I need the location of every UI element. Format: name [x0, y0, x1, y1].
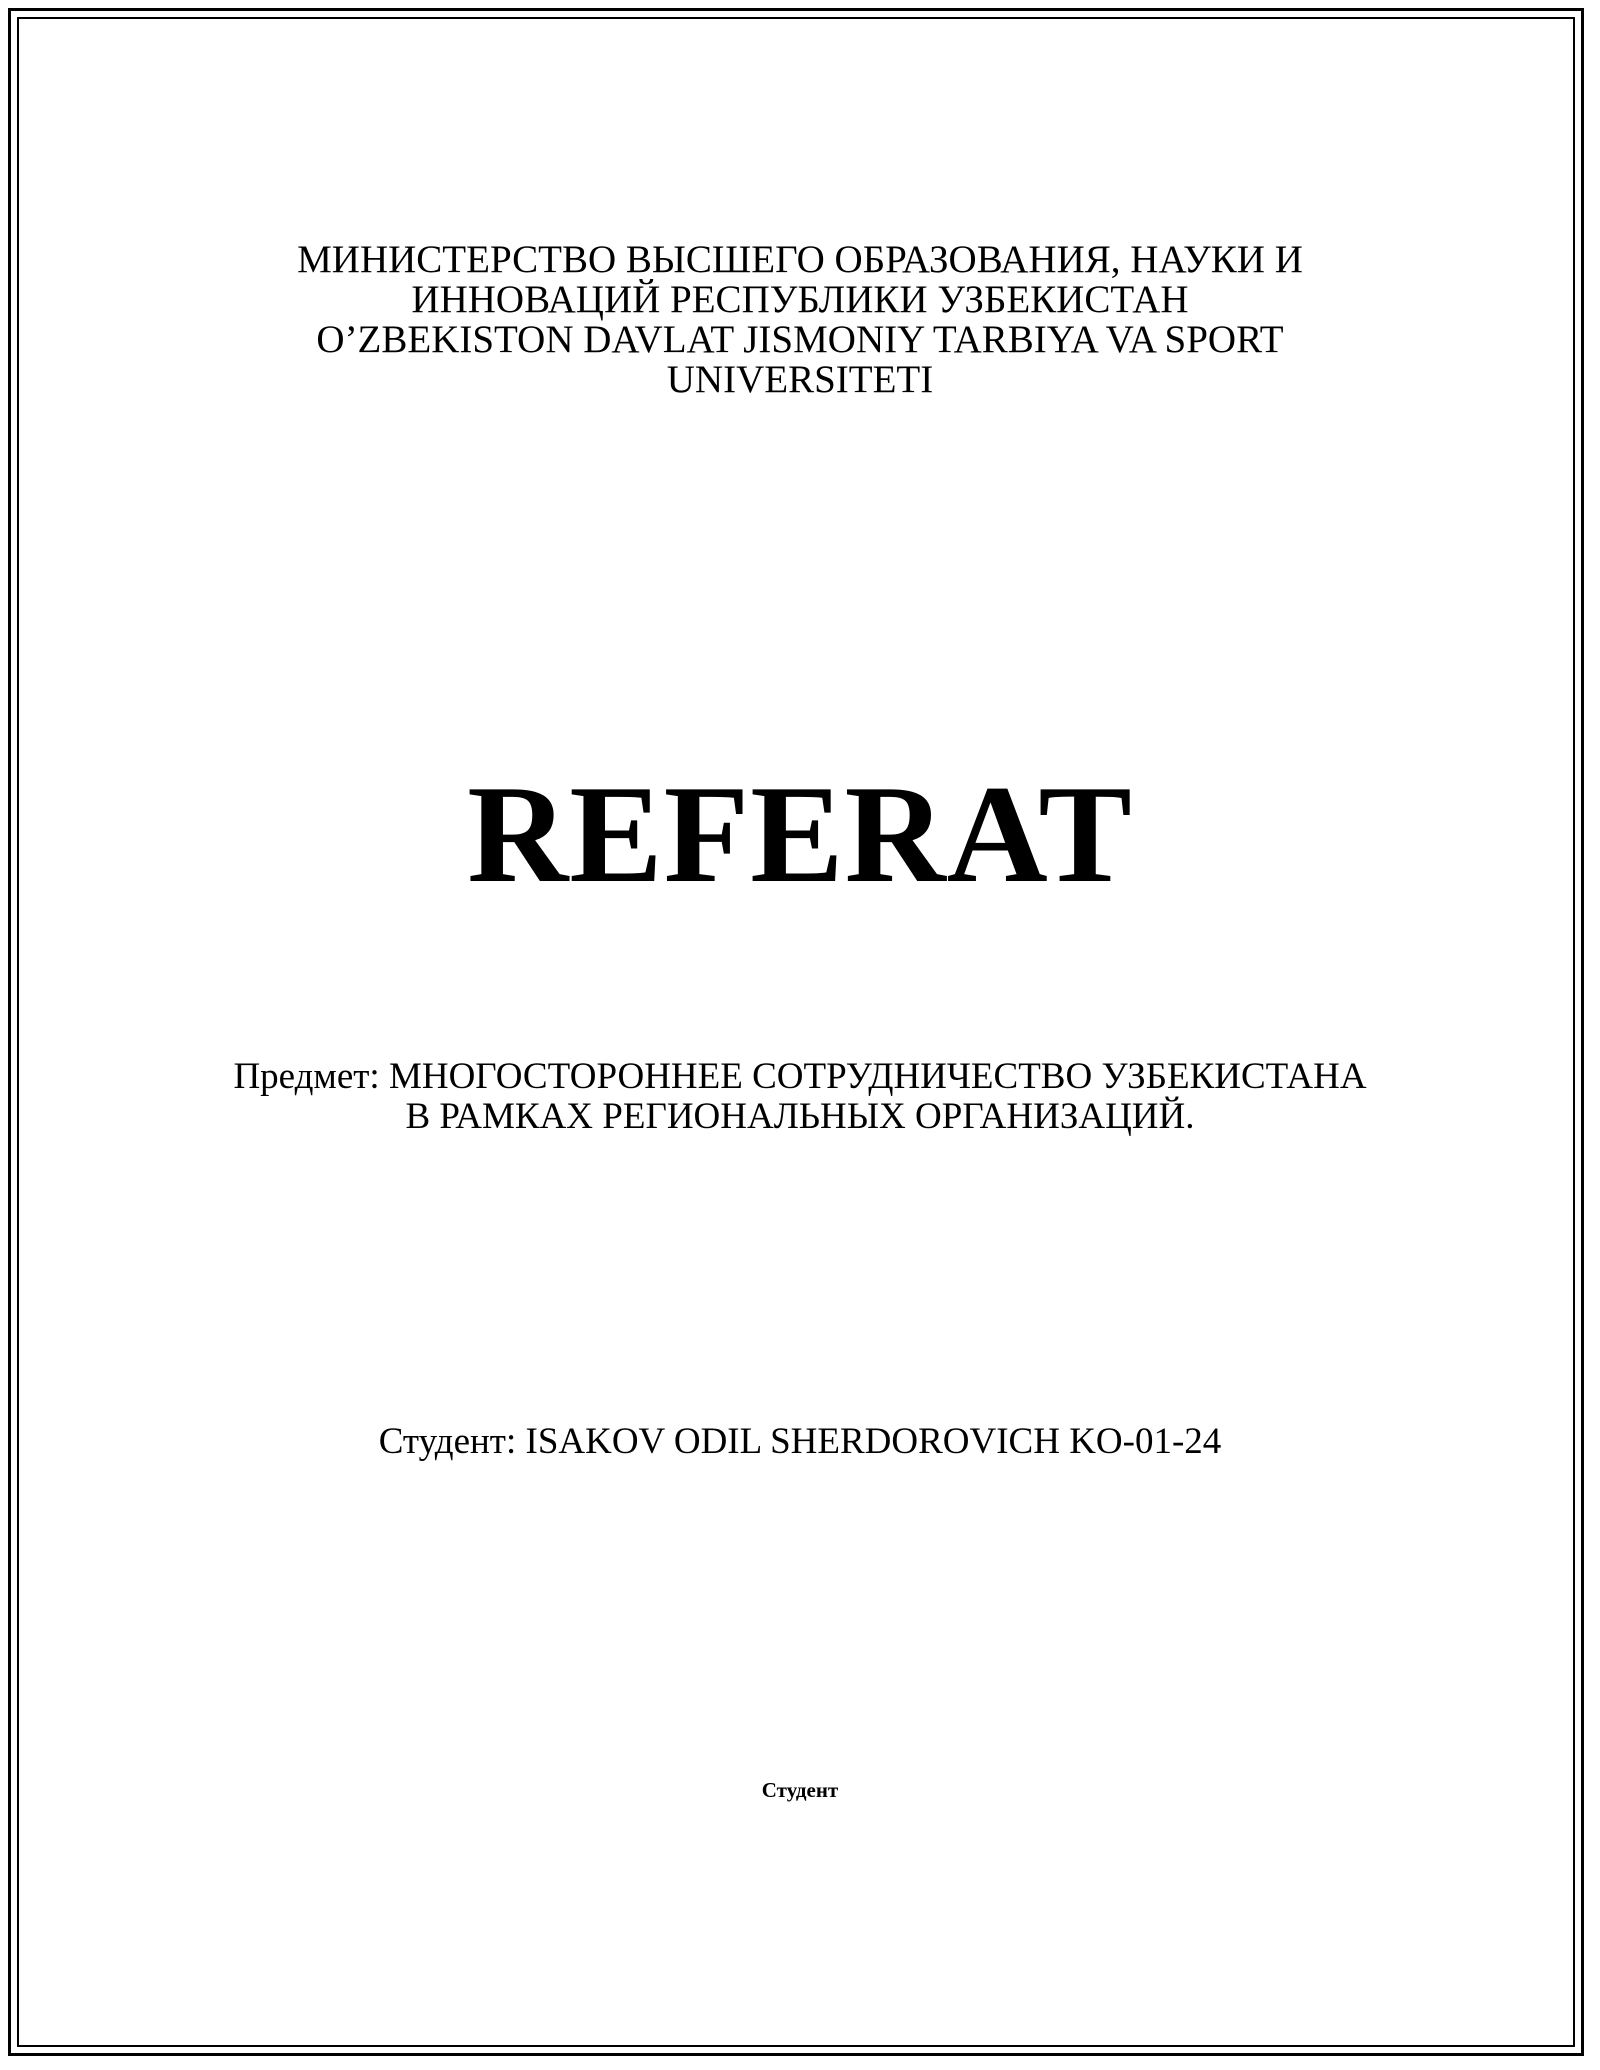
header-line-1: МИНИСТЕРСТВО ВЫСШЕГО ОБРАЗОВАНИЯ, НАУКИ И [297, 238, 1303, 281]
institution-header [0, 240, 1600, 400]
subject-line-2: В РАМКАХ РЕГИОНАЛЬНЫХ ОРГАНИЗАЦИЙ. [405, 1096, 1195, 1137]
header-line-3: O’ZBEKISTON DAVLAT JISMONIY TARBIYA VA SPORT [316, 318, 1284, 361]
document-title: REFERAT [467, 757, 1133, 912]
header-line-2: ИННОВАЦИЙ РЕСПУБЛИКИ УЗБЕКИСТАН [411, 278, 1189, 321]
subject-text [0, 1057, 1600, 1137]
footer-student-label: Студент [761, 1778, 839, 1802]
subject-line-1: Предмет: МНОГОСТОРОННЕЕ СОТРУДНИЧЕСТВО УЗБЕКИСТАНА [233, 1056, 1367, 1097]
student-info: Студент: ISAKOV ODIL SHERDOROVICH KO-01-24 [378, 1421, 1222, 1462]
header-line-4: UNIVERSITETI [666, 358, 934, 401]
